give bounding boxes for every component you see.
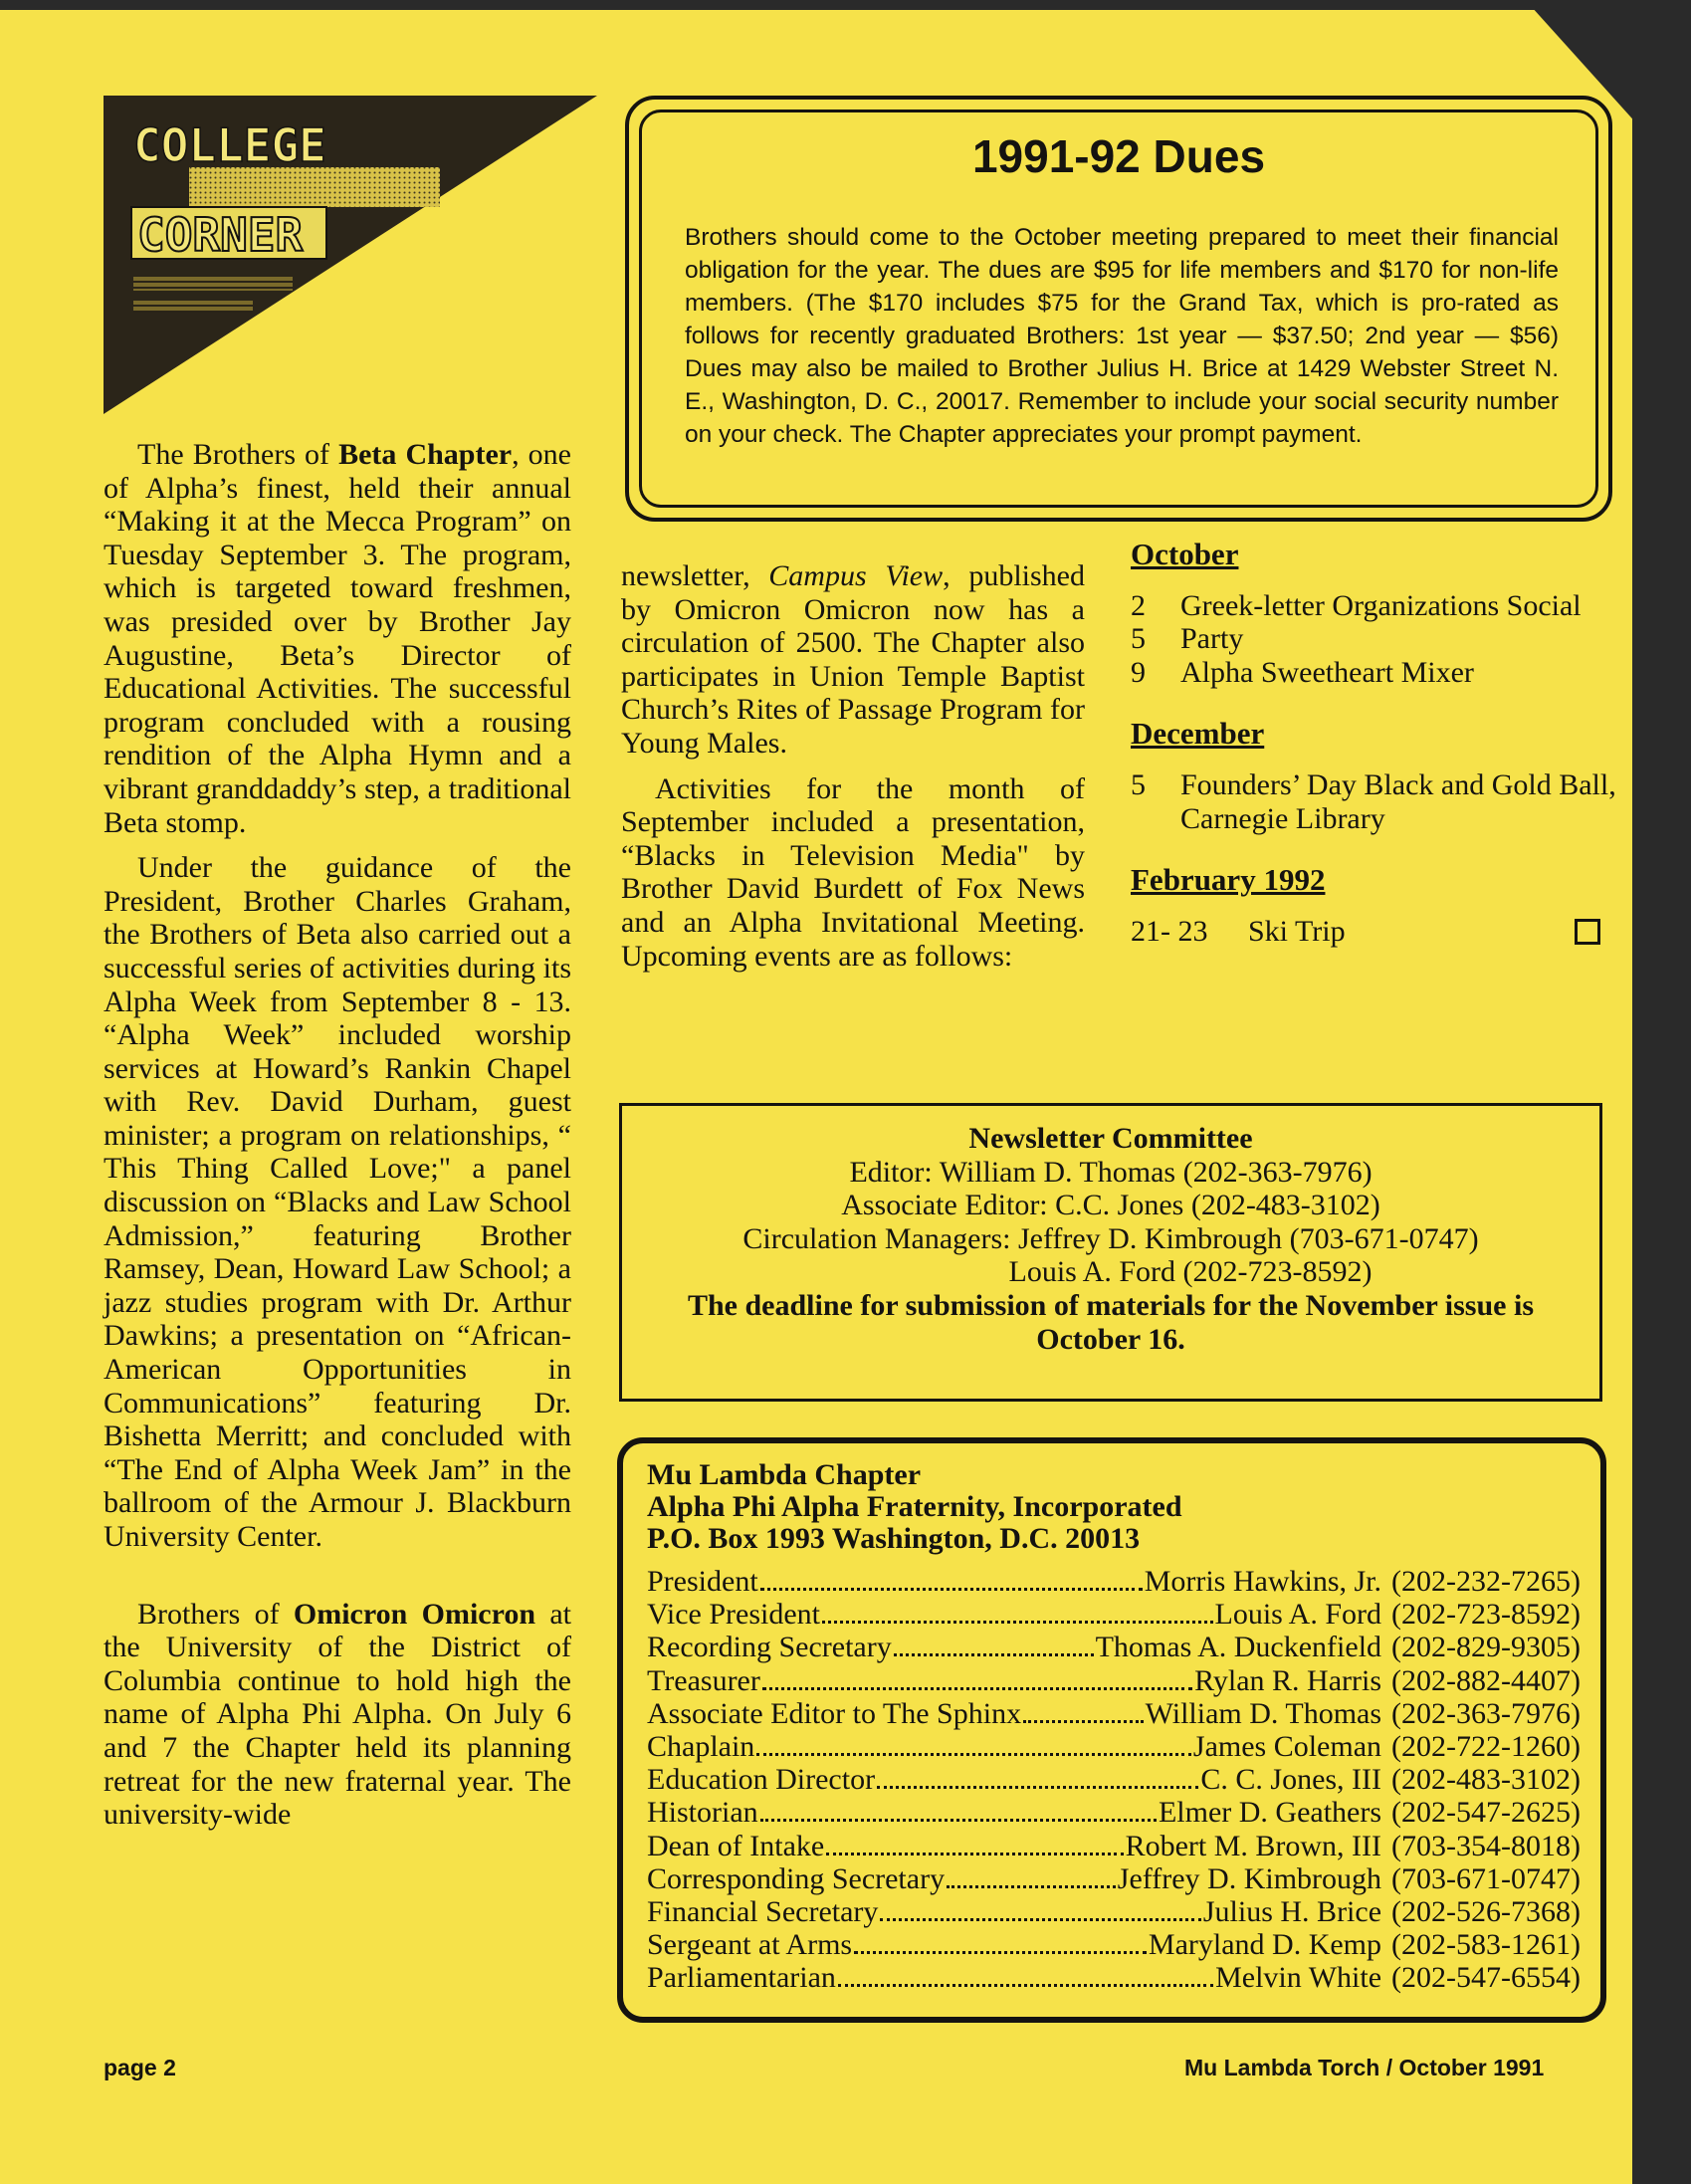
officer-phone: (202-363-7976) bbox=[1391, 1696, 1581, 1730]
officer-name: William D. Thomas bbox=[1145, 1696, 1382, 1730]
officer-phone: (202-547-6554) bbox=[1391, 1961, 1581, 1995]
officer-phone: (703-671-0747) bbox=[1391, 1861, 1581, 1895]
officer-name: Elmer D. Geathers bbox=[1158, 1796, 1382, 1830]
officer-name: Morris Hawkins, Jr. bbox=[1144, 1565, 1382, 1598]
officer-role: Corresponding Secretary bbox=[647, 1861, 946, 1895]
beta-chapter-name: Beta Chapter bbox=[338, 438, 513, 471]
page-number: page 2 bbox=[104, 2055, 176, 2080]
officer-role: Sergeant at Arms bbox=[647, 1928, 853, 1962]
article-paragraph-omicron: Brothers of Omicron Omicron at the University of the District of Columbia continue to hold high the name of Alpha Phi Alpha. On July 6 and 7 the Chapter held its planning retreat for the new fraternal year. The university-wide bbox=[104, 1597, 571, 1832]
officer-phone: (202-882-4407) bbox=[1391, 1663, 1581, 1697]
officer-role: President bbox=[647, 1565, 758, 1598]
event-item: 5 Party bbox=[1131, 622, 1244, 656]
officer-phone: (202-723-8592) bbox=[1391, 1598, 1581, 1632]
chapter-address: P.O. Box 1993 Washington, D.C. 20013 bbox=[647, 1522, 1141, 1555]
dues-text: Brothers should come to the October meeting prepared to meet their financial obligation for the year. The dues are $95 for life members and $170 for non-life members. (The $170 includes $75 for the Grand Tax, which is pro-rated as follows for recently graduated Brothers: 1st year — $37.50; 2nd year — $56) Dues may also be mailed to Brother Julius H. Brice at 1429 Webster Street N. E., Washington, D. C., 20017. Remember to include your social security number on your check. The Chapter appreciates your prompt payment. bbox=[685, 224, 1559, 448]
officer-name: Maryland D. Kemp bbox=[1148, 1928, 1382, 1962]
leader-dots bbox=[760, 1819, 1157, 1822]
article-paragraph-september: Activities for the month of September included a presentation, “Blacks in Television Media" by Brother David Burdett of Fox News and an Alpha Invitational Meeting. Upcoming events are as follows: bbox=[621, 771, 1085, 973]
officer-name: Rylan R. Harris bbox=[1194, 1663, 1382, 1697]
officer-row bbox=[647, 1565, 1581, 1598]
officer-role: Treasurer bbox=[647, 1663, 760, 1697]
month-heading: December bbox=[1131, 716, 1265, 752]
committee-title: Newsletter Committee bbox=[968, 1122, 1253, 1155]
article-column-1 bbox=[104, 438, 571, 1844]
officer-role: Historian bbox=[647, 1796, 758, 1830]
officer-name: Jeffrey D. Kimbrough bbox=[1117, 1861, 1382, 1895]
officer-phone: (202-526-7368) bbox=[1391, 1895, 1581, 1929]
officer-row bbox=[647, 1697, 1581, 1730]
officer-role: Vice President bbox=[647, 1598, 820, 1632]
officer-role: Recording Secretary bbox=[647, 1631, 892, 1664]
event-item: 5 Founders’ Day Black and Gold Ball, Carnegie Library bbox=[1131, 767, 1616, 835]
officer-row bbox=[647, 1763, 1581, 1796]
officer-row bbox=[647, 1961, 1581, 1994]
events-calendar bbox=[1131, 538, 1628, 976]
campus-view-title: Campus View bbox=[768, 559, 944, 592]
officer-row bbox=[647, 1796, 1581, 1829]
chapter-officers-box bbox=[617, 1437, 1606, 2023]
month-heading: February 1992 bbox=[1131, 862, 1326, 898]
officer-name: Thomas A. Duckenfield bbox=[1095, 1631, 1382, 1664]
officer-name: Robert M. Brown, III bbox=[1125, 1829, 1382, 1862]
banner-corner-text: CORNER bbox=[137, 208, 304, 262]
officer-phone: (202-547-2625) bbox=[1391, 1796, 1581, 1830]
officer-name: Louis A. Ford bbox=[1214, 1598, 1382, 1632]
officer-role: Dean of Intake bbox=[647, 1829, 825, 1862]
college-corner-banner bbox=[104, 96, 597, 414]
event-item: 21- 23 Ski Trip bbox=[1131, 915, 1628, 949]
banner-college-text: COLLEGE bbox=[133, 118, 326, 172]
article-paragraph-beta: The Brothers of Beta Chapter, one of Alpha’s finest, held their annual “Making it at the Mecca Program” on Tuesday September 3. The program, which is targeted toward freshmen, was presided over by Brother Jay Augustine, Beta’s Director of Educational Activities. The successful program concluded with a rousing rendition of the Alpha Hymn and a vibrant granddaddy’s step, a traditional Beta stomp. bbox=[104, 438, 571, 839]
leader-dots bbox=[760, 1588, 1143, 1591]
leader-dots bbox=[756, 1753, 1191, 1756]
committee-editor: Editor: William D. Thomas (202-363-7976) bbox=[849, 1155, 1373, 1189]
event-item: 9 Alpha Sweetheart Mixer bbox=[1131, 655, 1474, 689]
officer-phone: (202-829-9305) bbox=[1391, 1631, 1581, 1664]
officer-row bbox=[647, 1928, 1581, 1961]
officer-phone: (703-354-8018) bbox=[1391, 1829, 1581, 1862]
leader-dots bbox=[822, 1621, 1213, 1624]
committee-associate-editor: Associate Editor: C.C. Jones (202-483-3102) bbox=[841, 1189, 1380, 1222]
issue-footer: Mu Lambda Torch / October 1991 bbox=[1184, 2055, 1545, 2080]
officer-phone: (202-483-3102) bbox=[1391, 1763, 1581, 1797]
officer-row bbox=[647, 1598, 1581, 1631]
article-paragraph-alpha-week: Under the guidance of the President, Brother Charles Graham, the Brothers of Beta also carried out a successful series of activities during its Alpha Week from September 8 - 13. “Alpha Week” included worship services at Howard’s Rankin Chapel with Rev. David Durham, guest minister; a program on relationships, “ This Thing Called Love;" a panel discussion on “Blacks and Law School Admission,” featuring Brother Ramsey, Dean, Howard Law School; a jazz studies program with Dr. Arthur Dawkins; a presentation on “African-American Opportunities in Communications” featuring Dr. Bishetta Merritt; and concluded with “The End of Alpha Week Jam” in the ballroom of the Armour J. Blackburn University Center. bbox=[104, 851, 571, 1553]
officer-role: Parliamentarian bbox=[647, 1961, 836, 1995]
officers-list bbox=[647, 1565, 1581, 1995]
chapter-header bbox=[647, 1459, 1182, 1555]
officer-row bbox=[647, 1895, 1581, 1928]
officer-role: Chaplain bbox=[647, 1730, 755, 1764]
banner-graphic bbox=[104, 96, 597, 414]
leader-dots bbox=[1023, 1720, 1144, 1723]
leader-dots bbox=[894, 1653, 1094, 1656]
leader-dots bbox=[826, 1853, 1123, 1856]
officer-phone: (202-232-7265) bbox=[1391, 1565, 1581, 1598]
leader-dots bbox=[854, 1951, 1147, 1954]
officer-row bbox=[647, 1862, 1581, 1895]
newsletter-committee-box bbox=[619, 1103, 1602, 1402]
officer-row bbox=[647, 1664, 1581, 1697]
officer-name: Julius H. Brice bbox=[1202, 1895, 1382, 1929]
leader-dots bbox=[880, 1918, 1200, 1921]
omicron-chapter-name: Omicron Omicron bbox=[293, 1597, 536, 1631]
officer-role: Education Director bbox=[647, 1763, 876, 1797]
leader-dots bbox=[877, 1786, 1198, 1789]
officer-role: Associate Editor to The Sphinx bbox=[647, 1696, 1022, 1730]
calendar-december bbox=[1131, 717, 1628, 835]
committee-deadline: The deadline for submission of materials for the November issue is October 16. bbox=[687, 1288, 1534, 1356]
month-heading: October bbox=[1131, 537, 1239, 571]
calendar-october bbox=[1131, 538, 1628, 689]
officer-row bbox=[647, 1830, 1581, 1862]
officer-row bbox=[647, 1631, 1581, 1663]
fraternity-name: Alpha Phi Alpha Fraternity, Incorporated bbox=[647, 1490, 1182, 1523]
officer-role: Financial Secretary bbox=[647, 1895, 879, 1929]
dues-box bbox=[625, 96, 1612, 522]
officer-name: Melvin White bbox=[1215, 1961, 1382, 1995]
leader-dots bbox=[947, 1885, 1116, 1888]
dues-title: 1991-92 Dues bbox=[971, 130, 1266, 182]
end-of-article-square-icon bbox=[1575, 919, 1600, 945]
chapter-name: Mu Lambda Chapter bbox=[647, 1458, 922, 1491]
leader-dots bbox=[762, 1687, 1192, 1690]
committee-circulation-2: Louis A. Ford (202-723-8592) bbox=[1008, 1255, 1373, 1289]
article-column-2 bbox=[621, 559, 1085, 984]
calendar-february bbox=[1131, 863, 1628, 948]
officer-phone: (202-583-1261) bbox=[1391, 1928, 1581, 1962]
officer-phone: (202-722-1260) bbox=[1391, 1730, 1581, 1764]
officer-row bbox=[647, 1730, 1581, 1763]
committee-circulation: Circulation Managers: Jeffrey D. Kimbrough (703-671-0747) bbox=[742, 1221, 1479, 1255]
article-paragraph-newsletter: newsletter, Campus View, published by Omicron Omicron now has a circulation of 2500. The Chapter also participates in Union Temple Baptist Church’s Rites of Passage Program for Young Males. bbox=[621, 559, 1085, 760]
event-item: 2 Greek-letter Organizations Social bbox=[1131, 588, 1582, 622]
officer-name: James Coleman bbox=[1192, 1730, 1382, 1764]
leader-dots bbox=[838, 1984, 1213, 1987]
officer-name: C. C. Jones, III bbox=[1200, 1763, 1382, 1797]
